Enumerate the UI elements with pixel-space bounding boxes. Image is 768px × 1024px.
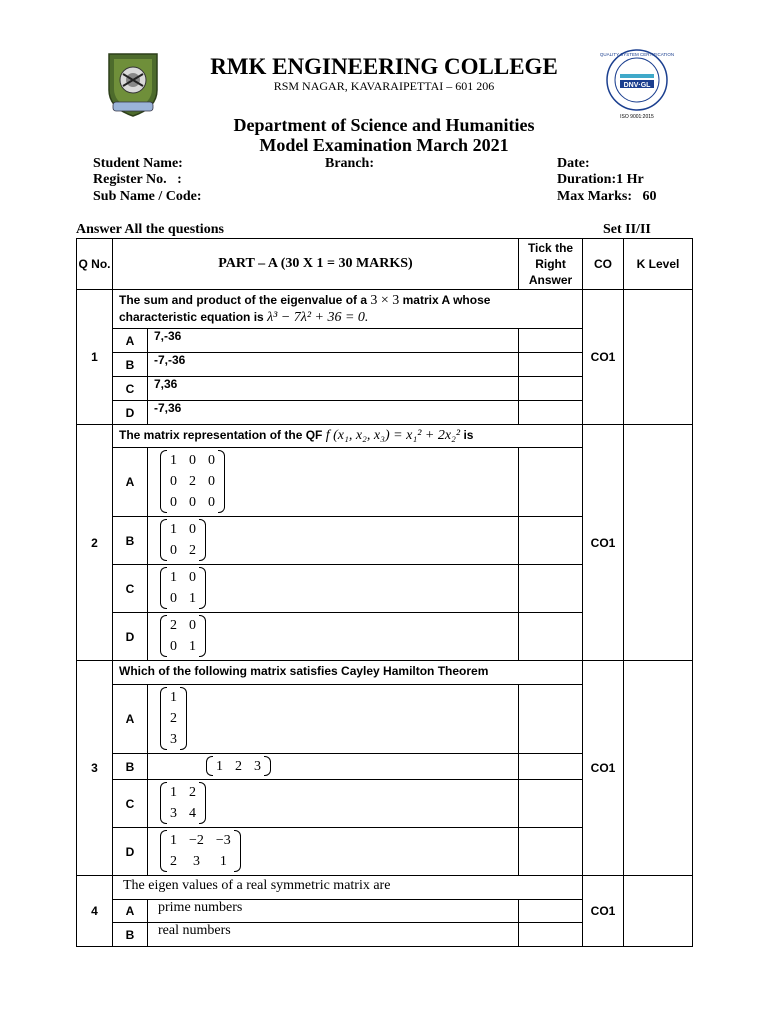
- matrix-entry: 0: [170, 543, 177, 558]
- certification-logo: [600, 44, 674, 120]
- college-address: RSM NAGAR, KAVARAIPETTAI – 601 206: [273, 79, 495, 93]
- option-label: B: [113, 517, 148, 565]
- option-label: D: [113, 828, 148, 876]
- matrix-entry: 0: [208, 495, 215, 510]
- option-label: B: [113, 353, 148, 377]
- question-text-part: The matrix representation of the QF: [119, 428, 326, 442]
- question-text: [113, 425, 583, 448]
- tick-box[interactable]: [519, 353, 583, 377]
- option-label: A: [113, 448, 148, 517]
- exam-title: [120, 115, 648, 155]
- part-header: PART – A (30 X 1 = 30 MARKS): [113, 239, 519, 290]
- co-value: CO1: [583, 661, 624, 876]
- question-table: [76, 238, 693, 947]
- matrix-entry: 1: [170, 570, 177, 585]
- matrix-entry: 2: [189, 543, 196, 558]
- option-label: D: [113, 613, 148, 661]
- matrix-entry: 0: [170, 495, 177, 510]
- tick-box[interactable]: [519, 923, 583, 947]
- matrix-entry: 1: [170, 522, 177, 537]
- matrix: [160, 782, 206, 824]
- question-text: Which of the following matrix satisfies Cayley Hamilton Theorem: [113, 661, 583, 685]
- question-text-part: is: [460, 428, 474, 442]
- matrix-entry: 1: [189, 639, 196, 654]
- tick-header: Tick the Right Answer: [519, 239, 583, 290]
- option-label: D: [113, 401, 148, 425]
- matrix-entry: 0: [189, 618, 196, 633]
- k-level-cell: [624, 876, 693, 947]
- matrix-entry: 2: [170, 854, 177, 869]
- matrix: [206, 756, 271, 777]
- exam-name: Model Examination March 2021: [259, 135, 509, 155]
- matrix: [160, 567, 206, 609]
- matrix-entry: −3: [215, 833, 231, 848]
- matrix-entry: 2: [189, 785, 196, 800]
- option-label: B: [113, 923, 148, 947]
- matrix-entry: 3: [170, 806, 177, 821]
- department-name: Department of Science and Humanities: [233, 115, 535, 135]
- question-text-part: matrix A whose: [399, 293, 491, 307]
- question-number: 2: [77, 425, 113, 661]
- date-label: Date:: [557, 156, 590, 171]
- subject-label: Sub Name / Code:: [93, 189, 202, 204]
- instruction-text: Answer All the questions: [76, 222, 224, 237]
- question-text: [113, 290, 583, 329]
- cert-iso-text: ISO 9001:2015: [620, 114, 654, 120]
- option-text: -7,-36: [148, 353, 519, 377]
- tick-box[interactable]: [519, 565, 583, 613]
- question-text-part: characteristic equation is: [119, 310, 268, 324]
- question-number: 4: [77, 876, 113, 947]
- k-level-header: K Level: [624, 239, 693, 290]
- matrix-entry: 2: [189, 474, 196, 489]
- matrix-entry: 0: [170, 591, 177, 606]
- co-value: CO1: [583, 425, 624, 661]
- max-marks-label: Max Marks: 60: [557, 189, 657, 204]
- matrix-entry: −2: [189, 833, 204, 848]
- question-number: 3: [77, 661, 113, 876]
- option-label: B: [113, 754, 148, 780]
- matrix: [160, 687, 187, 750]
- question-text: The eigen values of a real symmetric matrix are: [113, 876, 583, 900]
- tick-box[interactable]: [519, 613, 583, 661]
- matrix-entry: 0: [170, 474, 177, 489]
- co-value: CO1: [583, 290, 624, 425]
- tick-box[interactable]: [519, 377, 583, 401]
- matrix-entry: 0: [189, 453, 196, 468]
- matrix-entry: 0: [189, 522, 196, 537]
- matrix-entry: 0: [208, 453, 215, 468]
- tick-box[interactable]: [519, 900, 583, 923]
- option-matrix: [148, 754, 519, 780]
- register-label: Register No. :: [93, 172, 182, 187]
- tick-box[interactable]: [519, 448, 583, 517]
- matrix-entry: 1: [170, 453, 177, 468]
- question-row: [77, 661, 693, 685]
- branch-label: Branch:: [325, 156, 374, 171]
- matrix-entry: 1: [219, 854, 227, 869]
- option-matrix: [148, 685, 519, 754]
- matrix-entry: 0: [208, 474, 215, 489]
- option-matrix: [148, 565, 519, 613]
- quadratic-form: f (x₁, x₂, x₃) = x₁² + 2x₂²: [325, 428, 461, 443]
- cert-brand-text: DNV·GL: [623, 82, 651, 89]
- option-label: A: [113, 329, 148, 353]
- qno-header: Q No.: [77, 239, 113, 290]
- matrix: [160, 830, 241, 872]
- tick-box[interactable]: [519, 329, 583, 353]
- college-name: RMK ENGINEERING COLLEGE: [210, 54, 558, 79]
- matrix-entry: 2: [170, 618, 177, 633]
- characteristic-equation: λ³ − 7λ² + 36 = 0.: [267, 310, 369, 325]
- option-text: 7,36: [148, 377, 519, 401]
- option-text: real numbers: [148, 923, 519, 947]
- table-header-row: [77, 239, 693, 290]
- matrix-entry: 0: [170, 639, 177, 654]
- matrix-order: 3 × 3: [370, 293, 400, 308]
- matrix-entry: 1: [216, 759, 223, 774]
- matrix-entry: 0: [189, 495, 196, 510]
- k-level-cell: [624, 425, 693, 661]
- option-label: C: [113, 780, 148, 828]
- matrix: [160, 450, 225, 513]
- option-matrix: [148, 517, 519, 565]
- matrix-entry: 4: [189, 806, 196, 821]
- matrix-entry: 2: [170, 711, 177, 726]
- matrix-entry: 1: [189, 591, 196, 606]
- option-matrix: [148, 613, 519, 661]
- matrix-entry: 3: [192, 854, 200, 869]
- option-label: C: [113, 565, 148, 613]
- tick-box[interactable]: [519, 754, 583, 780]
- tick-box[interactable]: [519, 401, 583, 425]
- question-text-part: The sum and product of the eigenvalue of a: [119, 293, 371, 307]
- option-text: 7,-36: [148, 329, 519, 353]
- option-matrix: [148, 780, 519, 828]
- k-level-cell: [624, 661, 693, 876]
- option-label: A: [113, 900, 148, 923]
- set-label: Set II/II: [603, 222, 651, 237]
- tick-box[interactable]: [519, 517, 583, 565]
- matrix-entry: 3: [254, 759, 261, 774]
- question-row: [77, 876, 693, 900]
- cert-top-text: QUALITY SYSTEM CERTIFICATION: [600, 52, 674, 57]
- option-label: A: [113, 685, 148, 754]
- matrix-entry: 1: [170, 690, 177, 705]
- matrix-entry: 2: [235, 759, 242, 774]
- question-row: [77, 425, 693, 448]
- option-text: prime numbers: [148, 900, 519, 923]
- co-value: CO1: [583, 876, 624, 947]
- tick-box[interactable]: [519, 828, 583, 876]
- question-number: 1: [77, 290, 113, 425]
- tick-box[interactable]: [519, 685, 583, 754]
- option-text: -7,36: [148, 401, 519, 425]
- matrix-entry: 3: [170, 732, 177, 747]
- student-name-label: Student Name:: [93, 156, 183, 171]
- co-header: CO: [583, 239, 624, 290]
- question-row: [77, 290, 693, 329]
- option-matrix: [148, 448, 519, 517]
- option-label: C: [113, 377, 148, 401]
- k-level-cell: [624, 290, 693, 425]
- matrix-entry: 1: [170, 785, 177, 800]
- matrix-entry: 0: [189, 570, 196, 585]
- matrix-entry: 1: [170, 833, 177, 848]
- tick-box[interactable]: [519, 780, 583, 828]
- duration-label: Duration:1 Hr: [557, 172, 644, 187]
- college-logo: [105, 52, 161, 118]
- matrix: [160, 615, 206, 657]
- option-matrix: [148, 828, 519, 876]
- matrix: [160, 519, 206, 561]
